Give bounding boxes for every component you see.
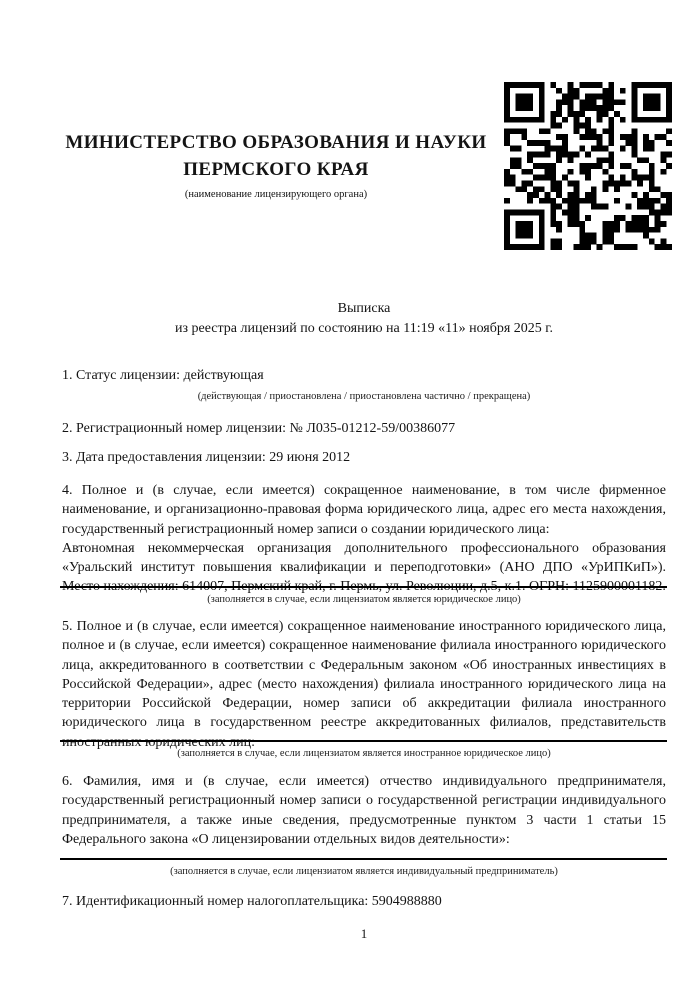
license-status-field: 1. Статус лицензии: действующая — [62, 368, 264, 383]
ministry-name-line2: ПЕРМСКОГО КРАЯ — [183, 159, 369, 180]
legal-entity-underline — [60, 586, 667, 588]
legal-entity-label: 4. Полное и (в случае, если имеется) сокращенное наименование, в том числе фирменное наименование, и организационно-правовая форма юридического лица, адрес его места нахождения, государственный регистрационный номер записи о создании юридического лица: — [62, 483, 666, 537]
entrepreneur-label: 6. Фамилия, имя и (в случае, если имеется) отчество индивидуального предпринимателя, государственный регистрационный номер записи о государственной регистрации индивидуального предпринимателя, а также иные сведения, предусмотренные пунктом 3 части 1 статьи 15 Федерального закона «О лицензировании отдельных видов деятельности»: — [62, 774, 666, 847]
licensing-authority-header — [64, 129, 488, 201]
foreign-entity-blank-line — [60, 740, 667, 742]
document-title-line2: из реестра лицензий по состоянию на 11:19 «11» ноября 2025 г. — [175, 321, 553, 336]
page-number: 1 — [360, 926, 368, 941]
licensing-authority-caption: (наименование лицензирующего органа) — [184, 189, 368, 200]
legal-entity-value: Автономная некоммерческая организация дополнительного профессионального образования «Уральский институт повышения квалификации и переподготовки» (АНО ДПО «УрИПКиП»). Место нахождения: 614007, Пермский край, г. Пермь, ул. Революции, д.5, к.1. ОГРН: 1125900001182. — [62, 540, 666, 595]
qr-code-icon — [504, 82, 672, 250]
qr-code-svg — [504, 82, 672, 250]
license-grant-date-field: 3. Дата предоставления лицензии: 29 июня 2012 — [62, 450, 351, 465]
entrepreneur-caption: (заполняется в случае, если лицензиатом является индивидуальный предприниматель) — [170, 866, 558, 877]
license-status-caption: (действующая / приостановлена / приостановлена частично / прекращена) — [197, 391, 531, 402]
ministry-name-line1: МИНИСТЕРСТВО ОБРАЗОВАНИЯ И НАУКИ — [65, 132, 487, 153]
legal-entity-section — [62, 481, 666, 597]
taxpayer-id-field: 7. Идентификационный номер налогоплательщика: 5904988880 — [62, 894, 442, 909]
document-title — [62, 299, 666, 339]
legal-entity-caption: (заполняется в случае, если лицензиатом является юридическое лицо) — [207, 594, 521, 605]
registration-number-field: 2. Регистрационный номер лицензии: № Л035-01212-59/00386077 — [62, 421, 456, 436]
foreign-entity-label: 5. Полное и (в случае, если имеется) сокращенное наименование иностранного юридического лица, полное и (в случае, если имеется) сокращенное наименование филиала иностранного юридического лица, аккредитованного в соответствии с Федеральным законом «Об иностранных инвестициях в Российской Федерации», адрес (место нахождения) филиала иностранного юридического лица на территории Российской Федерации, номер записи об аккредитации филиала иностранного юридического лица в государственном реестре аккредитованных филиалов, представительств иностранных юридических лиц: — [62, 619, 666, 750]
foreign-entity-caption: (заполняется в случае, если лицензиатом является иностранное юридическое лицо) — [177, 748, 551, 759]
document-title-line1: Выписка — [337, 301, 391, 316]
entrepreneur-blank-line — [60, 858, 667, 860]
